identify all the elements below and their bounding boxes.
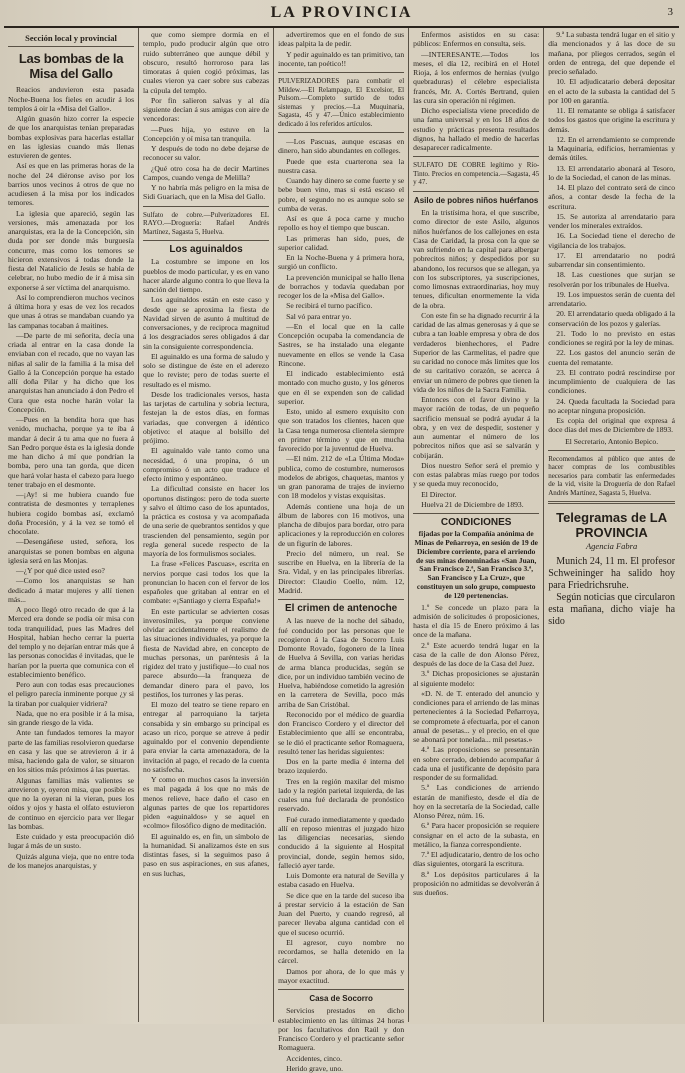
paragraph: Los aguinaldos están en este caso y desde que se aproxima la fiesta de Navidad sirven de asunto á multitud de conversaciones, y de reciproca magnitud á los desgraciados seres obligados á dar sin la consiguiente correspondencia. (143, 295, 270, 351)
paragraph: —¡Ay! si me hubiera cuando fue contratista de desmontes y terraplenes hubiera cogido bombas así, exclamó doña Procesión, y á la vez se tomó el chocolate. (8, 490, 135, 536)
columns (4, 28, 679, 1073)
paragraph: 18. Las cuestiones que surjan se resolverán por los tribunales de Huelva. (548, 270, 676, 289)
paragraph: 19. Los impuestos serán de cuenta del arrendatario. (548, 289, 676, 308)
paragraph: En este particular se advierten cosas inverosímiles, ya porque conviene olvidar accidentalmente el realismo de las situaciones individuales, ya porque la fiesta de Navidad abre, en concepto de muchas personas, un paréntesis á la rigidez del trato y justifique—lo cual nos parece absurdo—la franqueza de demandar dinero para el pavo, los pestiños, los turrones y las peras. (143, 606, 270, 699)
paragraph: El indicado establecimiento está montado con mucho gusto, y los géneros que en él se expenden son de calidad superior. (278, 369, 405, 406)
paragraph: La frase «Felices Pascuas», escrita en nervios porque casi todos los que la pronuncian lo hacen con el fervor de los españoles que gritaban al entrar en el combate: «¡Santiago y cierra España!» (143, 559, 270, 606)
column-1 (4, 28, 139, 1022)
paragraph: Cuando hay dinero se come fuerte y se bebe buen vino, mas si está escaso el pobre, el segundo no es aunque solo se cumba de veras. (278, 176, 405, 213)
article-body (143, 257, 269, 878)
local-news (278, 137, 404, 595)
paragraph: Entonces con el favor divino y la mayor ración de todas, de un pequeño sacrificio mensual se podrá ayudar á la obra, y en vez de despedir, sostener y aun aumentar el número de los pobrecitos niños que así se salvarán y cobijarán. (413, 395, 540, 460)
paragraph: Precio del número, un real. Se suscribe en Huelva, en la librería de la Sra. Vidal, y en las principales librerías. Director: Claudio Coello, núm. 12, Madrid. (278, 548, 405, 595)
column-3 (274, 28, 409, 1073)
paragraph: Puede que esta cuarterona sea la nuestra casa. (278, 156, 405, 175)
paragraph: La dificultad consiste en hacer los oportunos distingos: pero de toda suerte y salvo el último caso de los apuntados, la práctica es costosa y va acompañada de una serie de quebrantos sentidos y que trascienden del pensamiento, según por regla general sucede respecto de la mayoría de los formulismos sociales. (143, 484, 270, 558)
paragraph: Dicho especialista viene precedido de una fama universal y en los 18 años de estudio y prácticas presenta resultados dignos, ha hallado el medio de hacerlas desaparecer radicalmente. (413, 106, 540, 152)
paragraph: Dos en la parte media é interna del brazo izquierdo. (278, 757, 405, 776)
advertisement (548, 455, 675, 498)
article-subhead: CONDICIONES (440, 517, 512, 528)
paragraph: 12. En el arrendamiento se comprende la Maquinaria, edificios, herramientas y demás útiles. (548, 134, 676, 163)
paragraph: Huelva 21 de Diciembre de 1893. (421, 499, 524, 509)
paragraph: Así lo comprendieron muchos vecinos á última hora y esas de vez los recados que unas á otras se mandaban cuando ya las campanas tocaban á maitines. (8, 292, 135, 330)
paragraph: 7.ª El adjudicatario, dentro de los ocho días siguientes, otorgará la escritura. (413, 850, 540, 869)
paragraph: 23. El contrato podrá rescindirse por incumplimiento de cualquiera de las condiciones. (548, 367, 676, 396)
paragraph: Y después de todo no debe dejarse de reconocer su valor. (143, 144, 270, 163)
paragraph: 20. El arrendatario queda obligado á la conservación de los pozos y galerías. (548, 309, 676, 328)
paragraph: Enfermos asistidos en su casa: públicos: Enfermos en consulta, seis. (413, 30, 540, 49)
paragraph: 24. Queda facultada la Sociedad para no aceptar ninguna proposición. (548, 396, 676, 415)
paragraph: Por fin salieron salvas y al día siguiente decían á sus amigas con aire de vencedoras: (143, 95, 270, 124)
paragraph: 17. El arrendatario no podrá subarrendar sin consentimiento. (548, 250, 676, 269)
paragraph: Y como en muchos casos la inversión es mal pagada á los que no más de menos relieve, hace daño el caso en algunas partes de que los repartidores piden «aguinaldos» y se aquel en «colmo» filosófico digno de meditación. (143, 775, 270, 831)
paragraph: La prevención municipal se hallo llena de borrachos y todavía quedaban por recoger los de la «Misa del Gallo». (278, 272, 405, 300)
paragraph: 11. El rematante se obliga á satisfacer todos los gastos que origine la escritura y demás. (548, 106, 676, 134)
signature: El Secretario, Antonio Bepico. (565, 436, 659, 446)
divider (278, 989, 404, 990)
paragraph: Así es que á poca carne y mucho repollo es hoy el tiempo que buscan. (278, 214, 405, 233)
conditions-list (413, 603, 539, 898)
paragraph: Nada, que no era posible ir á la misa, sin grande riesgo de la vida. (8, 708, 135, 727)
column-2 (139, 28, 274, 1022)
paragraph: 5.ª Las condiciones de arriendo estarán de manifiesto, desde el día de hoy en la secretaría de la Sociedad, calle Alonso Pérez, núm. 16. (413, 783, 540, 821)
paragraph: 15. Se autoriza al arrendatario para vender los minerales extraídos. (548, 211, 676, 230)
paragraph: 14. El plazo del contrato será de cinco años, a contar desde la fecha de la escritura. (548, 183, 676, 211)
paragraph: 4.ª Las proposiciones se presentarán en sobre cerrado, debiendo acompañar á cada una el justificante de depósito para responder de su formalidad. (413, 745, 540, 783)
article-body (413, 208, 539, 509)
newspaper-title: LA PROVINCIA (270, 4, 413, 21)
paragraph: Este cuidado y esta preocupación dió lugar á más de un susto. (8, 832, 135, 851)
article-body (278, 1006, 404, 1073)
paragraph: —¿Y por qué dice usted eso? (16, 566, 105, 575)
advertisement (143, 211, 269, 237)
paragraph: En la tristísima hora, el que suscribe, como director de este Asilo, algunos niños huérfanos de los callejones en esta Casa de Caridad, la prosa con la que se van sufriendo en la capital para albergar pobrecitos niños; y despedidos por su abandono, los recursos que se allegan, ya con los subscriptores, ya suscripciones, como limosnas extraordinarias, hoy muy tenues, dificultan enormemente la vida de la obra. (413, 208, 540, 310)
paragraph: El aguinaldo es una forma de saludo y solo se distingue de éste en el aderezo que lo reviste; pero de todas suerte el resultado es el mismo. (143, 351, 270, 389)
paragraph: Algunas familias más valientes se atrevieron y, oyeron misa, que posible es que no la oyeran ni la vieran, pues los oídos y ojos y hasta el olfato estuvieron de continuo en ejercicio para ver llegar las bombas. (8, 775, 135, 831)
divider (413, 191, 539, 192)
conditions-continuation (548, 30, 675, 435)
paragraph: 3.º Dichas proposiciones se ajustarán al siguiente modelo: (413, 669, 540, 688)
paragraph: Esto, unido al esmero exquisito con que son tratados los clientes, hacen que la Casa tenga numerosa clientela siempre en primer término y que en mucha favorecido por la juventud de Huelva. (278, 407, 405, 453)
paragraph: Dios nuestro Señor será el premio y con estas palabras mías ruego por todos y se queda muy reconocido, (413, 460, 540, 489)
telegram-agency: Agencia Fabra (585, 541, 638, 552)
divider (143, 206, 269, 207)
paragraph: que como siempre dormía en el templo, pudo producir algún que otro ruido subterráneo que aunque débil y obscuro, resultó horroroso para las timoratas á quien cogió próximas, las cuales vieron ya caer sobre sus cabezas la cúpula del templo. (143, 30, 270, 95)
paragraph: Además contiene una hoja de un álbum de labores con 16 motivos, una plancha de dibujos para bordar, otro para aplicaciones y la reproducción en colores de un figurín de labores. (278, 501, 405, 548)
article-continuation (413, 30, 539, 152)
ad-text: SULFATO DE COBRE legítimo y Río-Tinto. Precios en competencia.—Sagasta, 45 y 47. (413, 161, 540, 187)
paragraph: 16. La Sociedad tiene el derecho de vigilancia de los trabajos. (548, 231, 676, 250)
paragraph: Y pedir aguinaldo es tan primitivo, tan inocente, tan poético!! (278, 49, 405, 68)
divider (278, 132, 404, 133)
article-body (278, 616, 404, 985)
paragraph: El mozo del teatro se tiene reparo en entregar al parroquiano la tarjeta consabida y sin embargo su principal es acaso un rico, porque se atreve á pedir aguinaldo por el convenio dependiente para enviar la carta amenazadora, de la invitación al pago, el recado de la cuenta no satisfecha. (143, 700, 270, 774)
paragraph: A las nueve de la noche del sábado, fué conducido por las personas que le recogieron á la Casa de Socorro Luis Domonte Rovado, fogonero de la línea de Huelva á Sevilla, con varias heridas de arma blanca producidas, según se dice, por un individuo también vecino de Huelva, habiéndose cometido la agresión en la carretera de Sevilla, poco más arriba de San Cristóbal. (278, 616, 405, 709)
paragraph: Servicios prestados en dicho establecimiento en las últimas 24 horas por los facultativos don Raúl y don Francisco Cordero y el practicante señor Romaguera. (278, 1006, 405, 1053)
telegram-title: Telegramas de LA PROVINCIA (556, 510, 668, 541)
article-continuation (278, 30, 404, 68)
divider (548, 501, 675, 504)
paragraph: —Desengáñese usted, señora, los anarquistas se ponen bombas en alguna iglesia será en las Monjas. (8, 537, 135, 565)
divider (548, 450, 675, 451)
paragraph: Herido grave, uno. (286, 1063, 344, 1073)
divider (413, 156, 539, 157)
paragraph: ¿Qué otro cosa ha de decir Martines Campos, cuando venga de Melilla? (143, 163, 270, 182)
paragraph: El Director. (421, 489, 457, 499)
paragraph: 10. El adjudicatario deberá depositar en el acto de la subasta la cantidad del 5 por 100 en garantía. (548, 77, 676, 105)
paragraph: La iglesia que apareció, según las versiones, más amenazada por los anarquistas, era la de la Concepción, sin duda por ser donde más burguesía concurre, mas como los temores se hicieron extensivos á todas donde la fiesta del Natalicio de Jesús se había de celebrar, no hubo medio de ir á misa sin exponerse á ser víctima del anarquismo. (8, 208, 135, 292)
ad-text: Sulfato de cobre.—Pulverizadores EL RAYO.—Droguería: Rafael Andrés Martínez, Sagasta 5, Huelva. (143, 210, 270, 236)
paragraph: 13. El arrendatario abonará al Tesoro, lo de la Sociedad, el canon de las minas. (548, 163, 676, 182)
paragraph: —En el local que en la calle Concepción ocupaba la comendancia de Sastres, se ha instalado una elegante nuevamente en ellos se vende la Casa Rincone. (278, 321, 405, 368)
masthead (4, 0, 679, 28)
divider (278, 72, 404, 73)
article-subhead: Casa de Socorro (309, 994, 373, 1003)
paragraph: Sal vó para entrar yo. (286, 311, 352, 321)
paragraph: Damos por ahora, de lo que más y mayor exactitud. (278, 966, 405, 985)
divider (413, 513, 539, 514)
paragraph: 2.º Este acuerdo tendrá lugar en la casa de la calle de don Alonso Pérez, después de las doce de la Casa del Juez. (413, 640, 540, 669)
paragraph: —INTERESANTE.—Todos los meses, el día 12, recibirá en el Hotel Rioja, á los enfermos de hernias (vulgo quebraduras) el célebre especialista francés, Mr. A. Cortés Bertrand, quien las cura sin operación ni régimen. (413, 49, 540, 105)
paragraph: —De parte de mi señorita, decía una criada al entrar en la casa donde la enviaban con el recado, que no vayan las niñas al salir de la familia á la misa del Gallo á la Concepción porque ha estado allí doña Pilar y ha dicho que los anarquistas han anunciado á don Pedro el Cura que esta noche harán volar la Concepción. (8, 330, 135, 414)
paragraph: Reacios anduvieron esta pasada Noche-Buena los fieles en acudir á los templos á oir la «Misa del Gallo». (8, 85, 135, 113)
paragraph: En la Noche-Buena y á primera hora, surgió un conflicto. (278, 253, 405, 272)
ad-text: Recomendamos al público que antes de hacer compras de los combustibles necesarios para combatir las enfermedades de la vid, visite la Droguería de don Rafael Andrés Martínez, Sagasta 5, Huelva. (548, 454, 676, 497)
paragraph: «D. N. de T. enterado del anuncio y condiciones para el arriendo de las minas pertenecientes á la Sociedad Peñarroya, se compromete á efectuarla, por el canon anual de pesetas... y el precio, en el que se abonará por tonelada... mil pesetas.» (413, 688, 540, 745)
telegram-body (548, 556, 675, 628)
paragraph: Así es que en las primeras horas de la noche del 24 diéronse aviso por los barrios unos vecinos á otros de que no acudiesen á la misa por los indicados temores. (8, 161, 135, 208)
paragraph: Fué curado inmediatamente y quedado allí en reposo mientras el juzgado hizo las diligencias necesarias, siendo conducido á la siguiente al Hospital provincial, donde, según hemos sido, falleció ayer tarde. (278, 814, 405, 870)
paragraph: —Los Pascuas, aunque escasas en dinero, han sido abundantes en colleges. (278, 137, 405, 156)
paragraph: Reconocido por el médico de guardia don Francisco Cordero y el director del Establecimiento que allí se encontraba, se le dió el practicante señor Romaguera, resultó tener las heridas siguientes: (278, 709, 405, 756)
paragraph: Quizás alguna vieja, que no entre toda de los manejos anarquistas, y (8, 851, 135, 870)
paragraph: Y no habría más peligro en la misa de Sidi Guariach, que en la Misa del Gallo. (143, 183, 270, 202)
paragraph: 21. Todo lo no previsto en estas condiciones se regirá por la ley de minas. (548, 328, 676, 347)
paragraph: 6.ª Para hacer proposición se requiere consignar en el acto de la subasta, en metálico, la fianza correspondiente. (413, 821, 540, 849)
advertisement (278, 77, 404, 128)
paragraph: Algún guasón hizo correr la especie de que los anarquistas tenían preparadas bombas explosivas para hacerlas estallar en las iglesias cuando más llenas estuvieren de gentes. (8, 114, 135, 160)
paragraph: El aguinaldo vale tanto como una necesidad, ó una propina, ó un compromiso ó un acto que traduce el efecto íntimo y espontáneo. (143, 446, 270, 483)
paragraph: Desde los tradicionales versos, hasta las tarjetas de cartulina y sobria lectura, festejan la de estos días, en formas variadas, que convergen á idéntico objetivo: el ataque al bolsillo del prójimo. (143, 389, 270, 445)
page-number: 3 (667, 6, 673, 18)
paragraph: La costumbre se impone en los pueblos de modo particular, y es en vano hacer alarde alguno contra lo que lleva la sanción del tiempo. (143, 257, 270, 294)
paragraph: El agresor, cuyo nombre no recordamos, se halla detenido en la cárcel. (278, 937, 405, 966)
article-subhead: Asilo de pobres niños huérfanos (413, 195, 539, 205)
divider (278, 599, 404, 600)
paragraph: Pero aun con todas esas precauciones el peligro parecía inminente porque ¿y si la tiraban por cualquier vidriera? (8, 680, 135, 708)
paragraph: Con este fin se ha dignado recurrir á la caridad de las almas generosas y á que se cubra a tan loable empresa y obra de dos verdaderos bienhechores, el Padre Superior de las Carmelitas, el padre que su caridad no conoce más limites que los de su caritativo corazón, se acerca á enviar un número de pobres que tienen la vida de los niños de la Sacra Familia. (413, 310, 540, 394)
paragraph: 9.ª La subasta tendrá lugar en el sitio y día mencionados y á las doce de su mañana, por pliegos cerrados, según el orden de entrega, del que depende el precio señalado. (548, 30, 676, 76)
paragraph: Según noticias que circularon esta mañana, dicho viaje ha sido (548, 591, 676, 627)
paragraph: Luis Domonte era natural de Sevilla y estaba casado en Huelva. (278, 871, 405, 890)
section-label: Sección local y provincial (8, 30, 134, 47)
article-subhead: El crimen de antenoche (284, 603, 398, 614)
ad-text: PULVERIZADORES para combatir el Mildew.—El Relampago, El Excelsior, El Pulsom.—Completo surtido de todos sistemas y precios.—La Muquinaria, Sagasta, 45 y 47.—Único establecimiento dedicado á los referidos artículos. (278, 77, 405, 128)
paragraph: Se recibirá el turno pacífico. (286, 301, 373, 311)
paragraph: Ante tan fundados temores la mayor parte de las familias resolvieron quedarse en casa y las que se atrevieron á ir á misa, haciendo gala de valor, se situaron en los sitios más próximos á las puertas. (8, 728, 135, 775)
paragraph: Se dice que en la tarde del suceso iba á prestar servicio á la estación de San Juan del Puerto, y cuando regresó, al parecer llevaba alguna cantidad con el que el suceso ocurrió. (278, 890, 405, 937)
paragraph: Tres en la región maxilar del mismo lado y la región parietal izquierda, de las cuales una fué declarada de pronóstico reservado. (278, 776, 405, 814)
column-4 (409, 28, 544, 1022)
paragraph: 22. Los gastos del anuncio serán de cuenta del rematante. (548, 348, 676, 367)
paragraph: Accidentes, cinco. (286, 1053, 342, 1063)
paragraph: Munich 24, 11 m. El profesor Schweininger ha salido hoy para Friedrichsruhe. (548, 555, 676, 591)
article-continuation (143, 30, 269, 202)
paragraph: Las primeras han sido, pues, de superior calidad. (278, 233, 405, 252)
paragraph: —El núm. 212 de «La Última Moda» publica, como de costumbre, numerosos modelos de abrigos, chaquetas, mantos y un gran panorama de trajes de invierno con 18 modelos y vistas exquisitas. (278, 454, 405, 501)
article-title: Las bombas de la Misa del Gallo (18, 51, 124, 82)
paragraph: —Como los anarquistas se han dedicado á matar mujeres y allí tienen más... (8, 576, 135, 604)
advertisement (413, 161, 539, 187)
conditions-intro: fijadas por la Compañía anónima de Minas de Peñarroya, en sesión de 19 de Diciembre corriente, para el arriendo de sus minas denominadas «San Juan, San Francisco 2.ª, San Francisco 3.ª, San Francisco y La Cruz», que constituyen un solo grupo, compuesto de 120 pertenencias. (414, 529, 538, 600)
divider (143, 240, 269, 241)
paragraph: advertiremos que en el fondo de sus ideas palpita la de pedir. (278, 30, 405, 49)
article-subhead: Los aguinaldos (169, 244, 243, 255)
paragraph: Es copia del original que expresa á doce días del mes de Diciembre de 1893. (548, 416, 676, 435)
article-body (8, 85, 134, 870)
paragraph: —Pues hija, yo estuve en la Concepción y oí misa tan tranquila. (143, 124, 270, 143)
paragraph: 1.º Se concede un plazo para la admisión de solicitudes ó proposiciones, hasta el día 15 de Enero próximo á las once de la mañana. (413, 602, 540, 640)
paragraph: 8.ª Los depósitos particulares á la proposición no admitidas se devolverán á sus dueños. (413, 869, 540, 898)
paragraph: A poco llegó otro recado de que á la Merced era donde se podía oír misa con toda tranquilidad, pues las Madres del Hospital, habían hecho cerrar la puerta del templo y no dejarían entrar más que á las personas conocidas é invitadas, que le harían por la puerta que comunica con el establecimiento benéfico. (8, 605, 135, 679)
paragraph: El aguinaldo es, en fin, un símbolo de la humanidad. Si analizamos éste en sus distintas fases, si la seguimos paso á paso en sus aspiraciones, en sus afanes, en sus luchas, (143, 831, 270, 878)
column-5 (544, 28, 679, 1022)
paragraph: —Pues en la bendita hora que has venido, muchacha, porque ya te iba á mandar á decir á tu ama que no fuera á San Pedro porque ésta es la iglesia donde me han dicho á mí que pondrían la bomba, pero una tan gorda, que dicen que hará volar hasta el cabezo para luego tener trabajo en el desmonte. (8, 415, 135, 489)
